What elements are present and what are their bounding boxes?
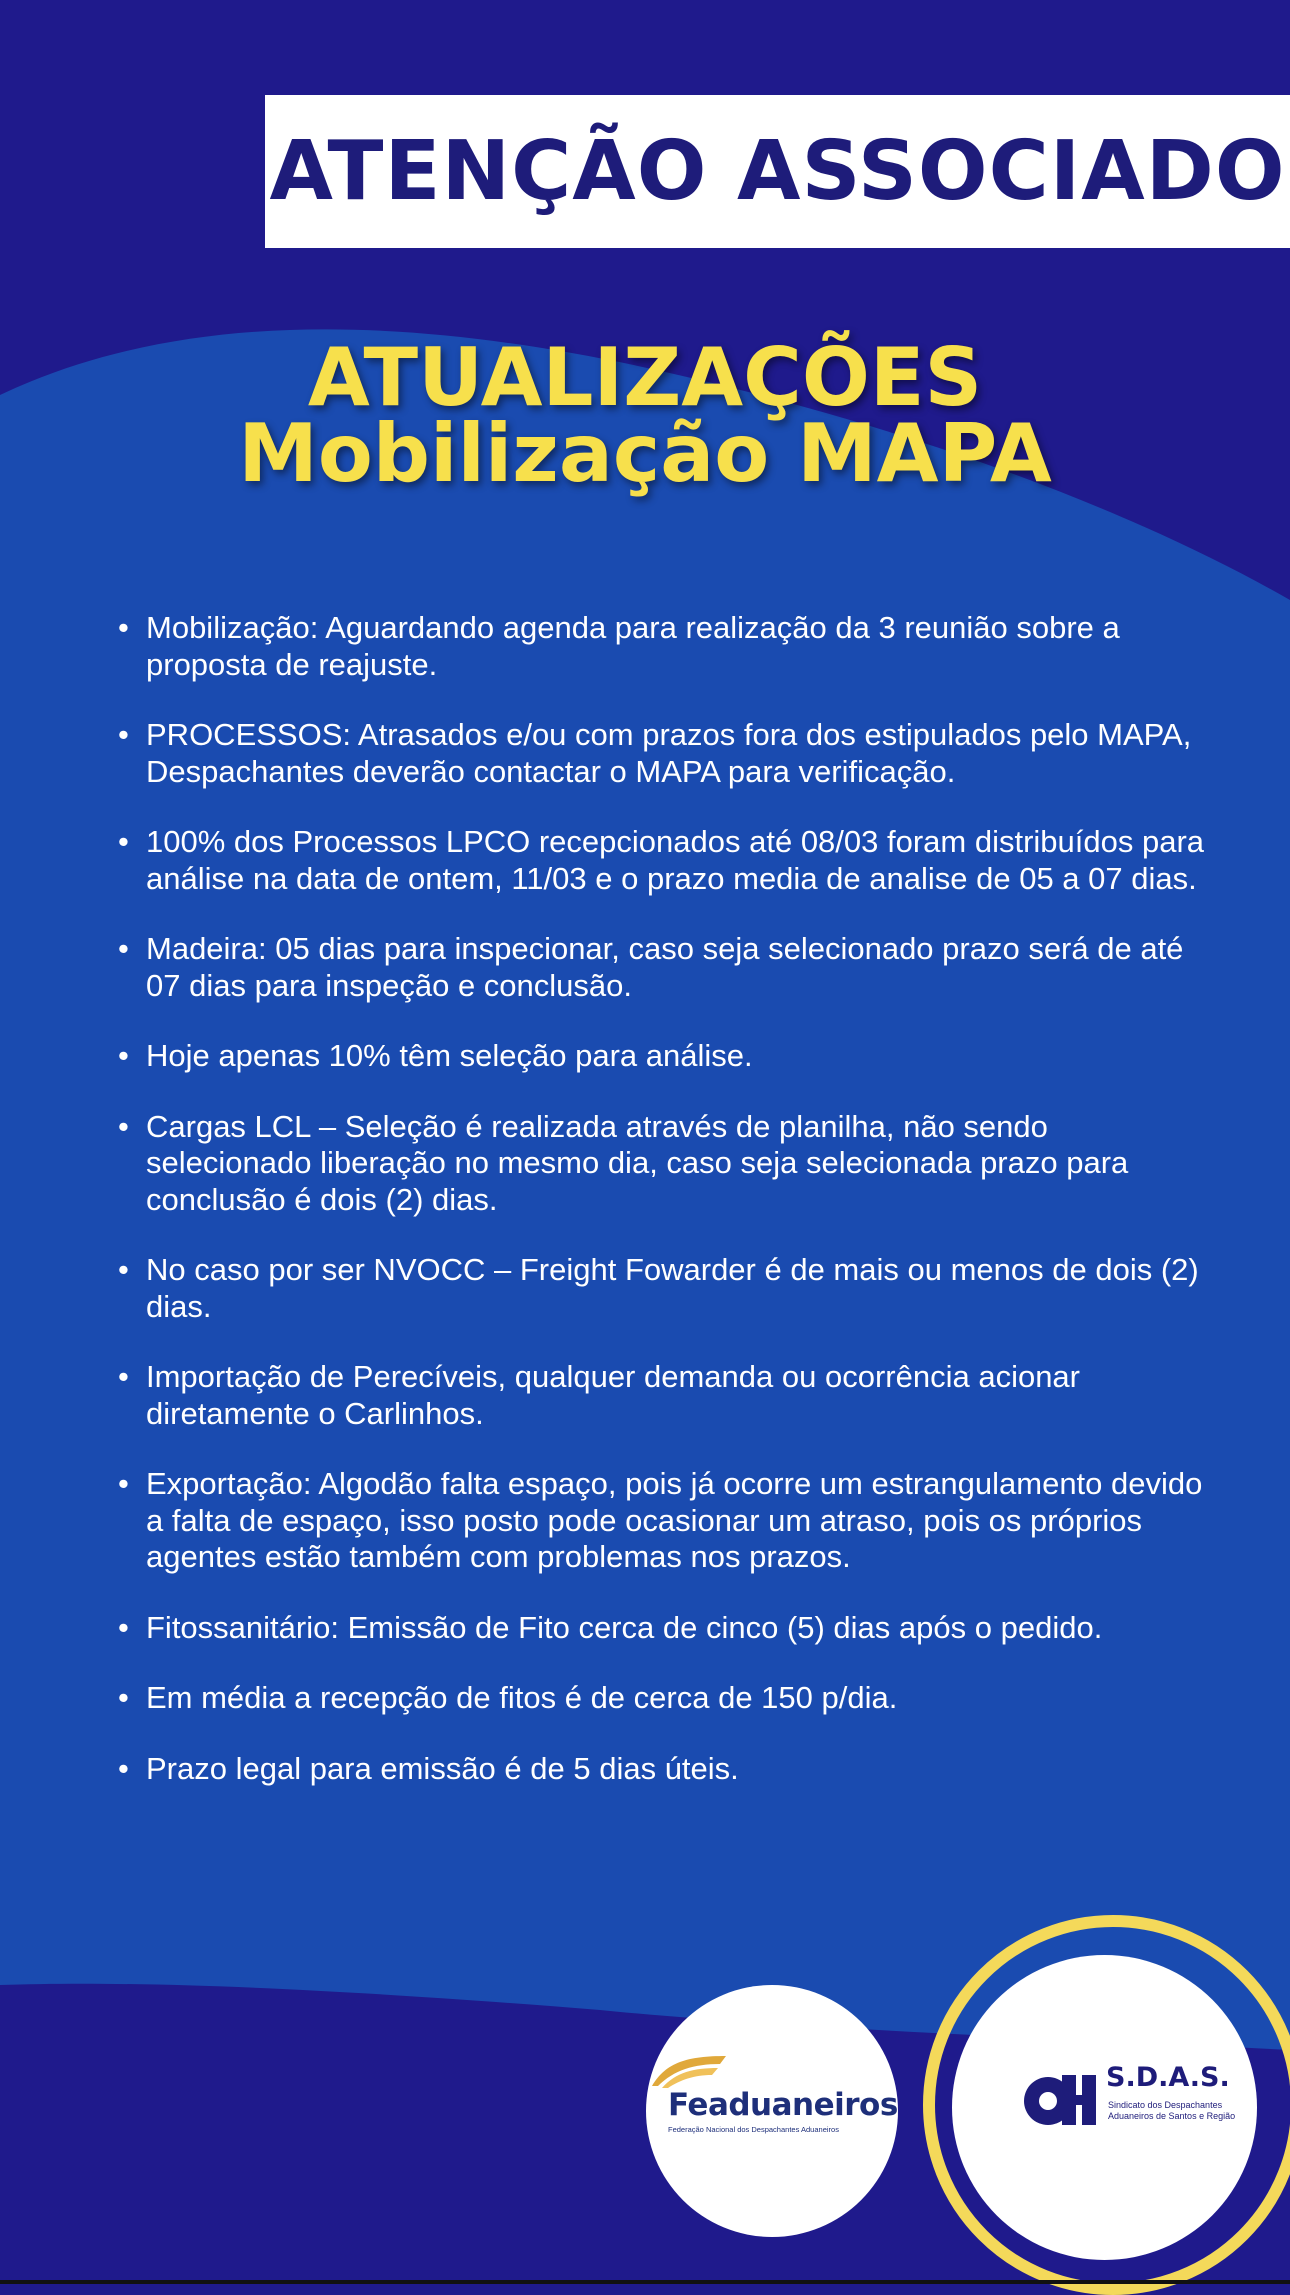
list-item: • PROCESSOS: Atrasados e/ou com prazos fora dos estipulados pelo MAPA, Despachantes deverão contactar o MAPA para verificação. [118,717,1208,790]
feaduaneiros-name: Feaduaneiros [668,2087,898,2123]
list-item: • Em média a recepção de fitos é de cerca de 150 p/dia. [118,1680,1208,1717]
title-banner [265,95,1290,248]
list-item: • Cargas LCL – Seleção é realizada através de planilha, não sendo selecionado liberação no mesmo dia, caso seja selecionada prazo para conclusão é dois (2) dias. [118,1109,1208,1219]
list-item: • Madeira: 05 dias para inspecionar, caso seja selecionado prazo será de até 07 dias para inspeção e conclusão. [118,931,1208,1004]
sdas-emblem-icon [1018,2065,1104,2129]
list-item: • Exportação: Algodão falta espaço, pois já ocorre um estrangulamento devido a falta de espaço, isso posto pode ocasionar um atraso, pois os próprios agentes estão também com problemas nos prazos. [118,1466,1208,1576]
feaduaneiros-tagline: Federação Nacional dos Despachantes Aduaneiros [668,2125,839,2134]
list-item: • No caso por ser NVOCC – Freight Fowarder é de mais ou menos de dois (2) dias. [118,1252,1208,1325]
list-item: • Importação de Perecíveis, qualquer demanda ou ocorrência acionar diretamente o Carlinhos. [118,1359,1208,1432]
subtitle-line-1: ATUALIZAÇÕES [307,331,983,424]
list-item: • Hoje apenas 10% têm seleção para análise. [118,1038,1208,1075]
list-item: • Prazo legal para emissão é de 5 dias úteis. [118,1751,1208,1788]
subtitle-line-2: Mobilização MAPA [238,407,1052,500]
update-list [118,610,1208,1821]
sdas-tagline: Sindicato dos Despachantes Aduaneiros de Santos e Região [1108,2100,1236,2121]
sdas-name: S.D.A.S. [1106,2062,1230,2093]
bottom-edge [0,2280,1290,2284]
subtitle [0,331,1290,500]
list-item: • Mobilização: Aguardando agenda para realização da 3 reunião sobre a proposta de reajuste. [118,610,1208,683]
list-item: • 100% dos Processos LPCO recepcionados até 08/03 foram distribuídos para análise na data de ontem, 11/03 e o prazo media de analise de 05 a 07 dias. [118,824,1208,897]
page-title: ATENÇÃO ASSOCIADO [269,124,1286,219]
list-item: • Fitossanitário: Emissão de Fito cerca de cinco (5) dias após o pedido. [118,1610,1208,1647]
feaduaneiros-wing-icon [648,2050,728,2090]
